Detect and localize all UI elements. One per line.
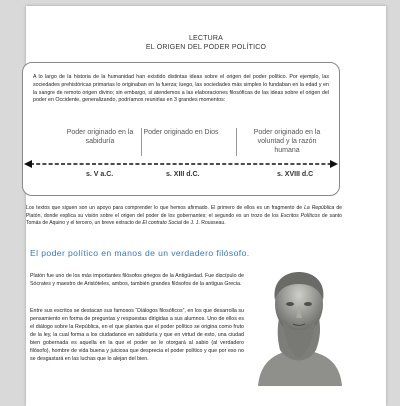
intro-paragraph: A lo largo de la historia de la humanidad han existido distintas ideas sobre el origen del poder político. Por ejemplo, las sociedades prehistóricas primarias lo originaban en la fuerza; luego, las sociedades más simples lo fundaban en la edad y en la sangre de remoto origen divino; sin embargo, si atendemos a las elaboraciones filosóficas de las ideas sobre el origen del poder en Occidente, generalizando, podríamos reunirlas en 3 grandes momentos: [33, 74, 329, 104]
body-paragraph: Platón fue uno de los más importantes filósofos griegos de la Antigüedad. Fue discípulo de Sócrates y maestro de Aristóteles, ambos, también grandes filósofos de la antigua Grecia. [30, 273, 244, 287]
column-divider [141, 128, 142, 156]
kicker-label: LECTURA [188, 35, 224, 42]
era-label: s. XVIII d.C [277, 171, 314, 178]
section-heading: El poder político en manos de un verdadero filósofo. [30, 248, 250, 258]
era-label: s. V a.C. [86, 171, 114, 178]
reading-header [26, 34, 386, 52]
column-human-reason: Poder originado en la voluntad y la razón humana [253, 129, 321, 154]
work-title: El contrato Social [142, 220, 183, 227]
body-paragraph: Entre sus escritos se destacan sus famosos “Diálogos filosóficos”, en los que desarrolla su pensamiento en forma de preguntas y respuestas dirigidas a sus alumnos. Uno de ellos es el diálogo sobre la República, en el que plantea que el poder político se origina como fruto de la ley, la cual forma a los ciudadanos en sabiduría y que en virtud de esto, una ciudad bien gobernada es aquella en la que el poder se le otorgará al sabio (al verdadero filósofo), hombre de vida buena y juiciosa que desprecia el poder político y que por eso no se desgastará en las luchas que lo alejan del bien. [30, 308, 244, 362]
era-label: s. XIII d.C. [166, 171, 200, 178]
column-wisdom: Poder originado en la sabiduría [66, 129, 134, 145]
plato-bust-image [250, 264, 348, 386]
plato-bust-icon [250, 264, 348, 386]
work-title: La República [304, 205, 335, 211]
double-arrow-icon [24, 159, 338, 169]
column-god: Poder originado en Dios [143, 129, 219, 136]
page-title: EL ORIGEN DEL PODER POLÍTICO [145, 44, 267, 51]
column-divider [236, 128, 237, 156]
timeline-line [24, 159, 338, 169]
sources-paragraph: Los textos que siguen son un apoyo para comprender lo que hemos afirmado. El primero de ellos es un fragmento de La República de Platón, donde explica su visión sobre el origen del poder de los gobernantes; el segundo es un trozo de los Escritos Políticos de santo Tomás de Aquino y el tercero, un breve extracto de El contrato Social de J. J. Rousseau. [26, 205, 343, 227]
work-title: Escritos Políticos [280, 212, 320, 219]
